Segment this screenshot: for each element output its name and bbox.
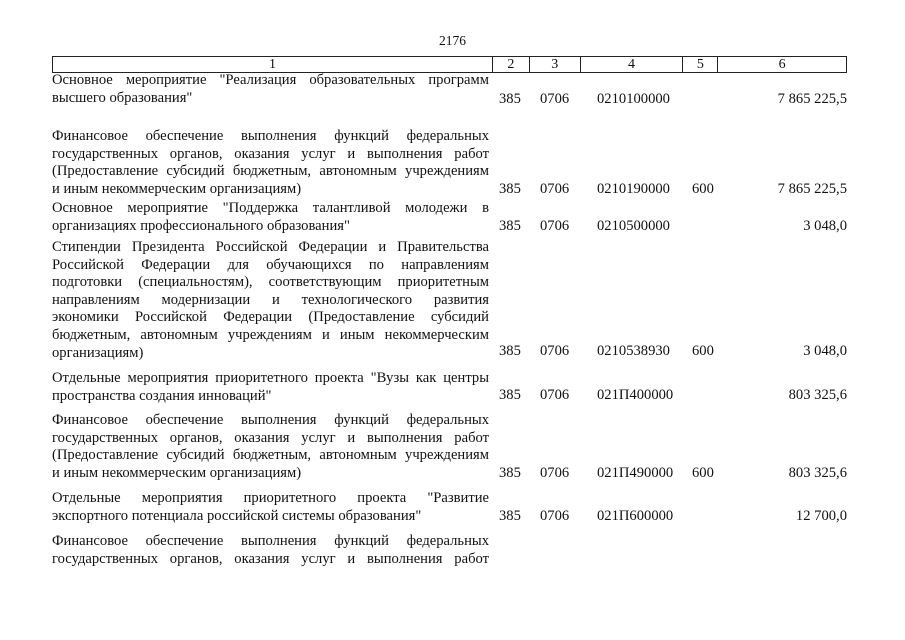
description-line: Финансовое обеспечение выполнения функций федеральных: [52, 533, 489, 549]
row-description: [52, 239, 489, 362]
description-line: организациям): [52, 344, 144, 361]
cell-amount: 803 325,6: [788, 387, 847, 403]
row-description: [52, 72, 489, 107]
header-col-4: 4: [581, 57, 684, 72]
cell-target-article: 021П400000: [597, 387, 674, 403]
description-line: государственных органов, оказания услуг и выполнения работ: [52, 429, 489, 446]
description-line: и иным некоммерческим организациям): [52, 464, 302, 481]
cell-section: 0706: [540, 387, 570, 403]
description-line: Стипендии Президента Российской Федерации и Правительства: [52, 239, 489, 255]
description-line: направлениям модернизации и технологического развития: [52, 291, 489, 308]
cell-ministry: 385: [499, 343, 521, 359]
cell-ministry: 385: [499, 387, 521, 403]
table-header: [52, 56, 847, 73]
cell-ministry: 385: [499, 91, 521, 107]
header-col-6: 6: [778, 57, 786, 72]
description-line: (Предоставление субсидий бюджетным, автономным учреждениям: [52, 447, 489, 464]
description-line: Финансовое обеспечение выполнения функций федеральных: [52, 412, 489, 428]
cell-amount: 12 700,0: [795, 508, 847, 524]
cell-target-article: 0210500000: [597, 218, 670, 234]
description-line: пространства создания инноваций": [52, 387, 272, 404]
description-line: Основное мероприятие "Реализация образовательных программ: [52, 72, 489, 88]
cell-amount: 3 048,0: [803, 218, 847, 234]
header-col-1: 1: [53, 57, 493, 72]
header-col-2: 2: [493, 57, 530, 72]
row-description: [52, 200, 489, 235]
cell-ministry: 385: [499, 218, 521, 234]
description-line: и иным некоммерческим организациям): [52, 180, 302, 197]
row-description: [52, 533, 489, 568]
description-line: Финансовое обеспечение выполнения функций федеральных: [52, 128, 489, 144]
cell-expense-type: 600: [692, 465, 714, 481]
header-col-5: 5: [683, 57, 718, 72]
cell-section: 0706: [540, 508, 570, 524]
header-col-3: 3: [530, 57, 581, 72]
description-line: организациях профессионального образования": [52, 217, 350, 234]
description-line: Отдельные мероприятия приоритетного проекта "Развитие: [52, 490, 489, 506]
page-number: 2176: [439, 33, 466, 48]
description-line: (Предоставление субсидий бюджетным, автономным учреждениям: [52, 163, 489, 180]
cell-target-article: 0210190000: [597, 181, 670, 197]
row-description: [52, 128, 489, 198]
description-line: Российской Федерации для обучающихся по направлениям: [52, 256, 489, 273]
cell-section: 0706: [540, 218, 570, 234]
description-line: государственных органов, оказания услуг и выполнения работ: [52, 550, 489, 567]
cell-target-article: 0210538930: [597, 343, 670, 359]
cell-amount: 7 865 225,5: [777, 181, 847, 197]
description-line: экспортного потенциала российской системы образования": [52, 507, 422, 524]
description-line: государственных органов, оказания услуг и выполнения работ: [52, 145, 489, 162]
cell-amount: 3 048,0: [803, 343, 847, 359]
description-line: Основное мероприятие "Поддержка талантливой молодежи в: [52, 200, 489, 216]
cell-target-article: 0210100000: [597, 91, 670, 107]
description-line: Отдельные мероприятия приоритетного проекта "Вузы как центры: [52, 370, 489, 386]
cell-amount: 803 325,6: [788, 465, 847, 481]
description-line: высшего образования": [52, 89, 193, 106]
cell-ministry: 385: [499, 181, 521, 197]
row-description: [52, 412, 489, 482]
cell-section: 0706: [540, 91, 570, 107]
row-description: [52, 490, 489, 525]
description-line: бюджетным, автономным учреждениям и иным некоммерческим: [52, 326, 489, 343]
cell-ministry: 385: [499, 508, 521, 524]
cell-section: 0706: [540, 181, 570, 197]
cell-target-article: 021П490000: [597, 465, 674, 481]
row-description: [52, 370, 489, 405]
cell-expense-type: 600: [692, 343, 714, 359]
description-line: подготовки (специальностям), соответствующим приоритетным: [52, 274, 489, 291]
cell-amount: 7 865 225,5: [777, 91, 847, 107]
cell-expense-type: 600: [692, 181, 714, 197]
cell-section: 0706: [540, 343, 570, 359]
cell-section: 0706: [540, 465, 570, 481]
cell-ministry: 385: [499, 465, 521, 481]
description-line: экономики Российской Федерации (Предоставление субсидий: [52, 309, 489, 326]
cell-target-article: 021П600000: [597, 508, 674, 524]
